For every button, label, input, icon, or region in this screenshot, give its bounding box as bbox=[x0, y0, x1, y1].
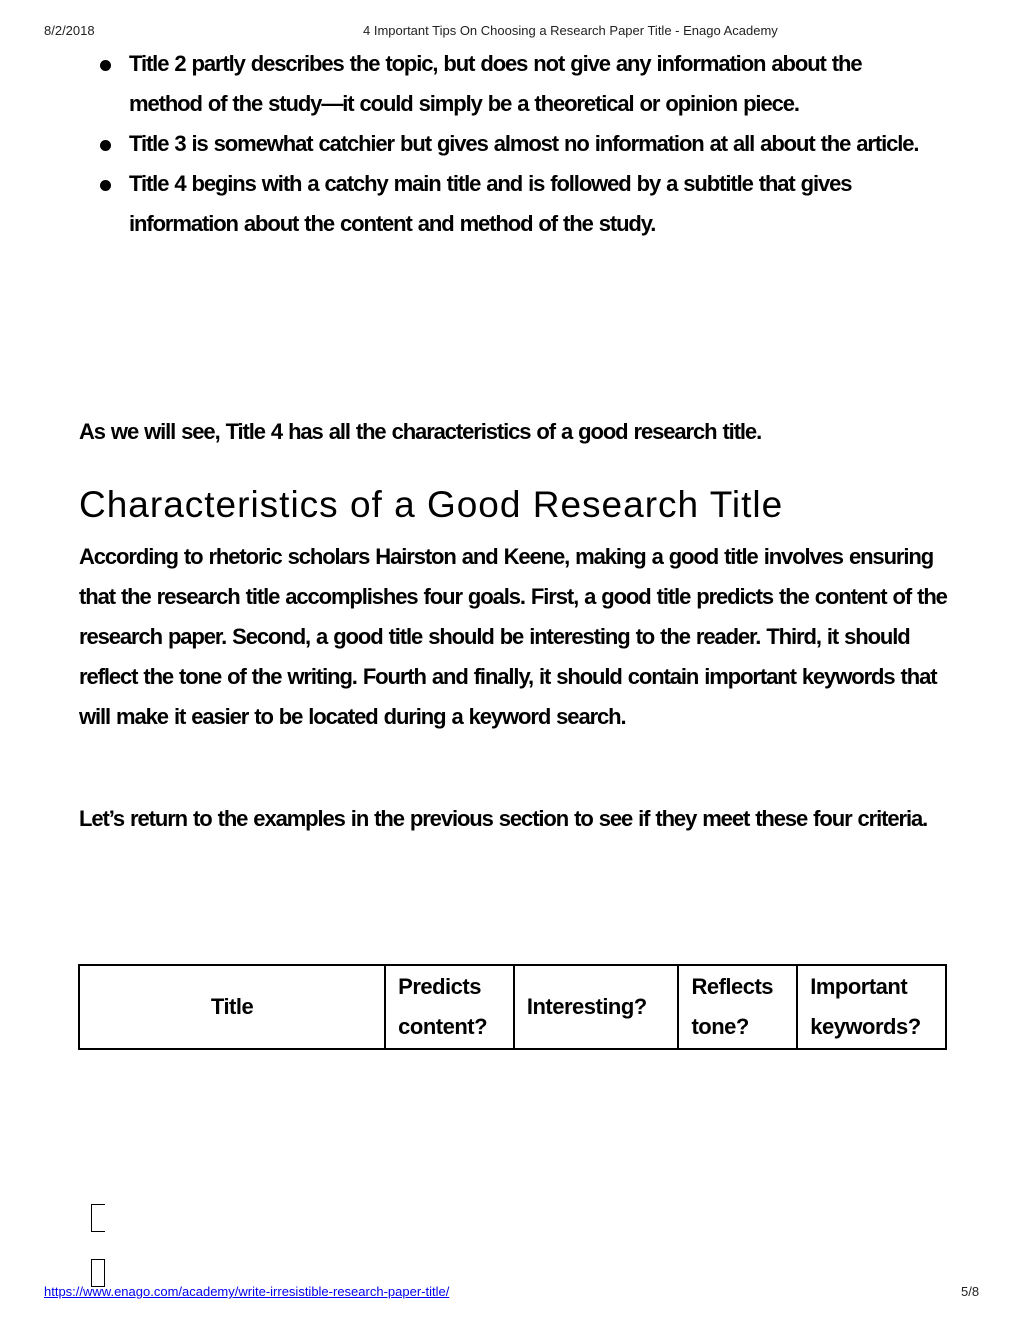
section-heading: Characteristics of a Good Research Title bbox=[79, 484, 784, 525]
bullet-icon bbox=[100, 140, 111, 151]
list-item bbox=[98, 164, 938, 244]
column-header-predicts-content: Predicts content? bbox=[385, 965, 514, 1049]
image-placeholder-icon bbox=[91, 1259, 105, 1287]
column-header-interesting: Interesting? bbox=[514, 965, 679, 1049]
list-item bbox=[98, 124, 938, 164]
column-header-reflects-tone: Reflects tone? bbox=[678, 965, 797, 1049]
summary-paragraph: As we will see, Title 4 has all the characteristics of a good research title. bbox=[79, 419, 762, 444]
print-page-title: 4 Important Tips On Choosing a Research Paper Title - Enago Academy bbox=[363, 23, 778, 38]
list-item bbox=[98, 44, 938, 124]
list-item-text: Title 3 is somewhat catchier but gives almost no information at all about the article. bbox=[129, 131, 919, 156]
bullet-icon bbox=[100, 180, 111, 191]
source-url-link[interactable]: https://www.enago.com/academy/write-irresistible-research-paper-title/ bbox=[44, 1284, 450, 1299]
criteria-intro-paragraph: Let’s return to the examples in the previous section to see if they meet these four criteria. bbox=[79, 806, 928, 831]
criteria-table bbox=[78, 964, 947, 1050]
print-date: 8/2/2018 bbox=[44, 23, 95, 38]
title-analysis-list bbox=[98, 44, 938, 244]
table-header-row bbox=[79, 965, 946, 1049]
image-placeholder-icon bbox=[91, 1204, 105, 1232]
bullet-icon bbox=[100, 60, 111, 71]
page-number: 5/8 bbox=[961, 1284, 980, 1299]
characteristics-paragraph: According to rhetoric scholars Hairston and Keene, making a good title involves ensuring that the research title accomplishes four goals. First, a good title predicts the content of the research paper. Second, a good title should be interesting to the reader. Third, it should reflect the tone of the writing. Fourth and finally, it should contain important keywords that will make it easier to be located during a keyword search. bbox=[79, 544, 947, 729]
column-header-important-keywords: Important keywords? bbox=[797, 965, 946, 1049]
list-item-text: Title 2 partly describes the topic, but does not give any information about the method of the study—it could simply be a theoretical or opinion piece. bbox=[129, 51, 862, 116]
list-item-text: Title 4 begins with a catchy main title and is followed by a subtitle that gives information about the content and method of the study. bbox=[129, 171, 852, 236]
column-header-title: Title bbox=[79, 965, 385, 1049]
